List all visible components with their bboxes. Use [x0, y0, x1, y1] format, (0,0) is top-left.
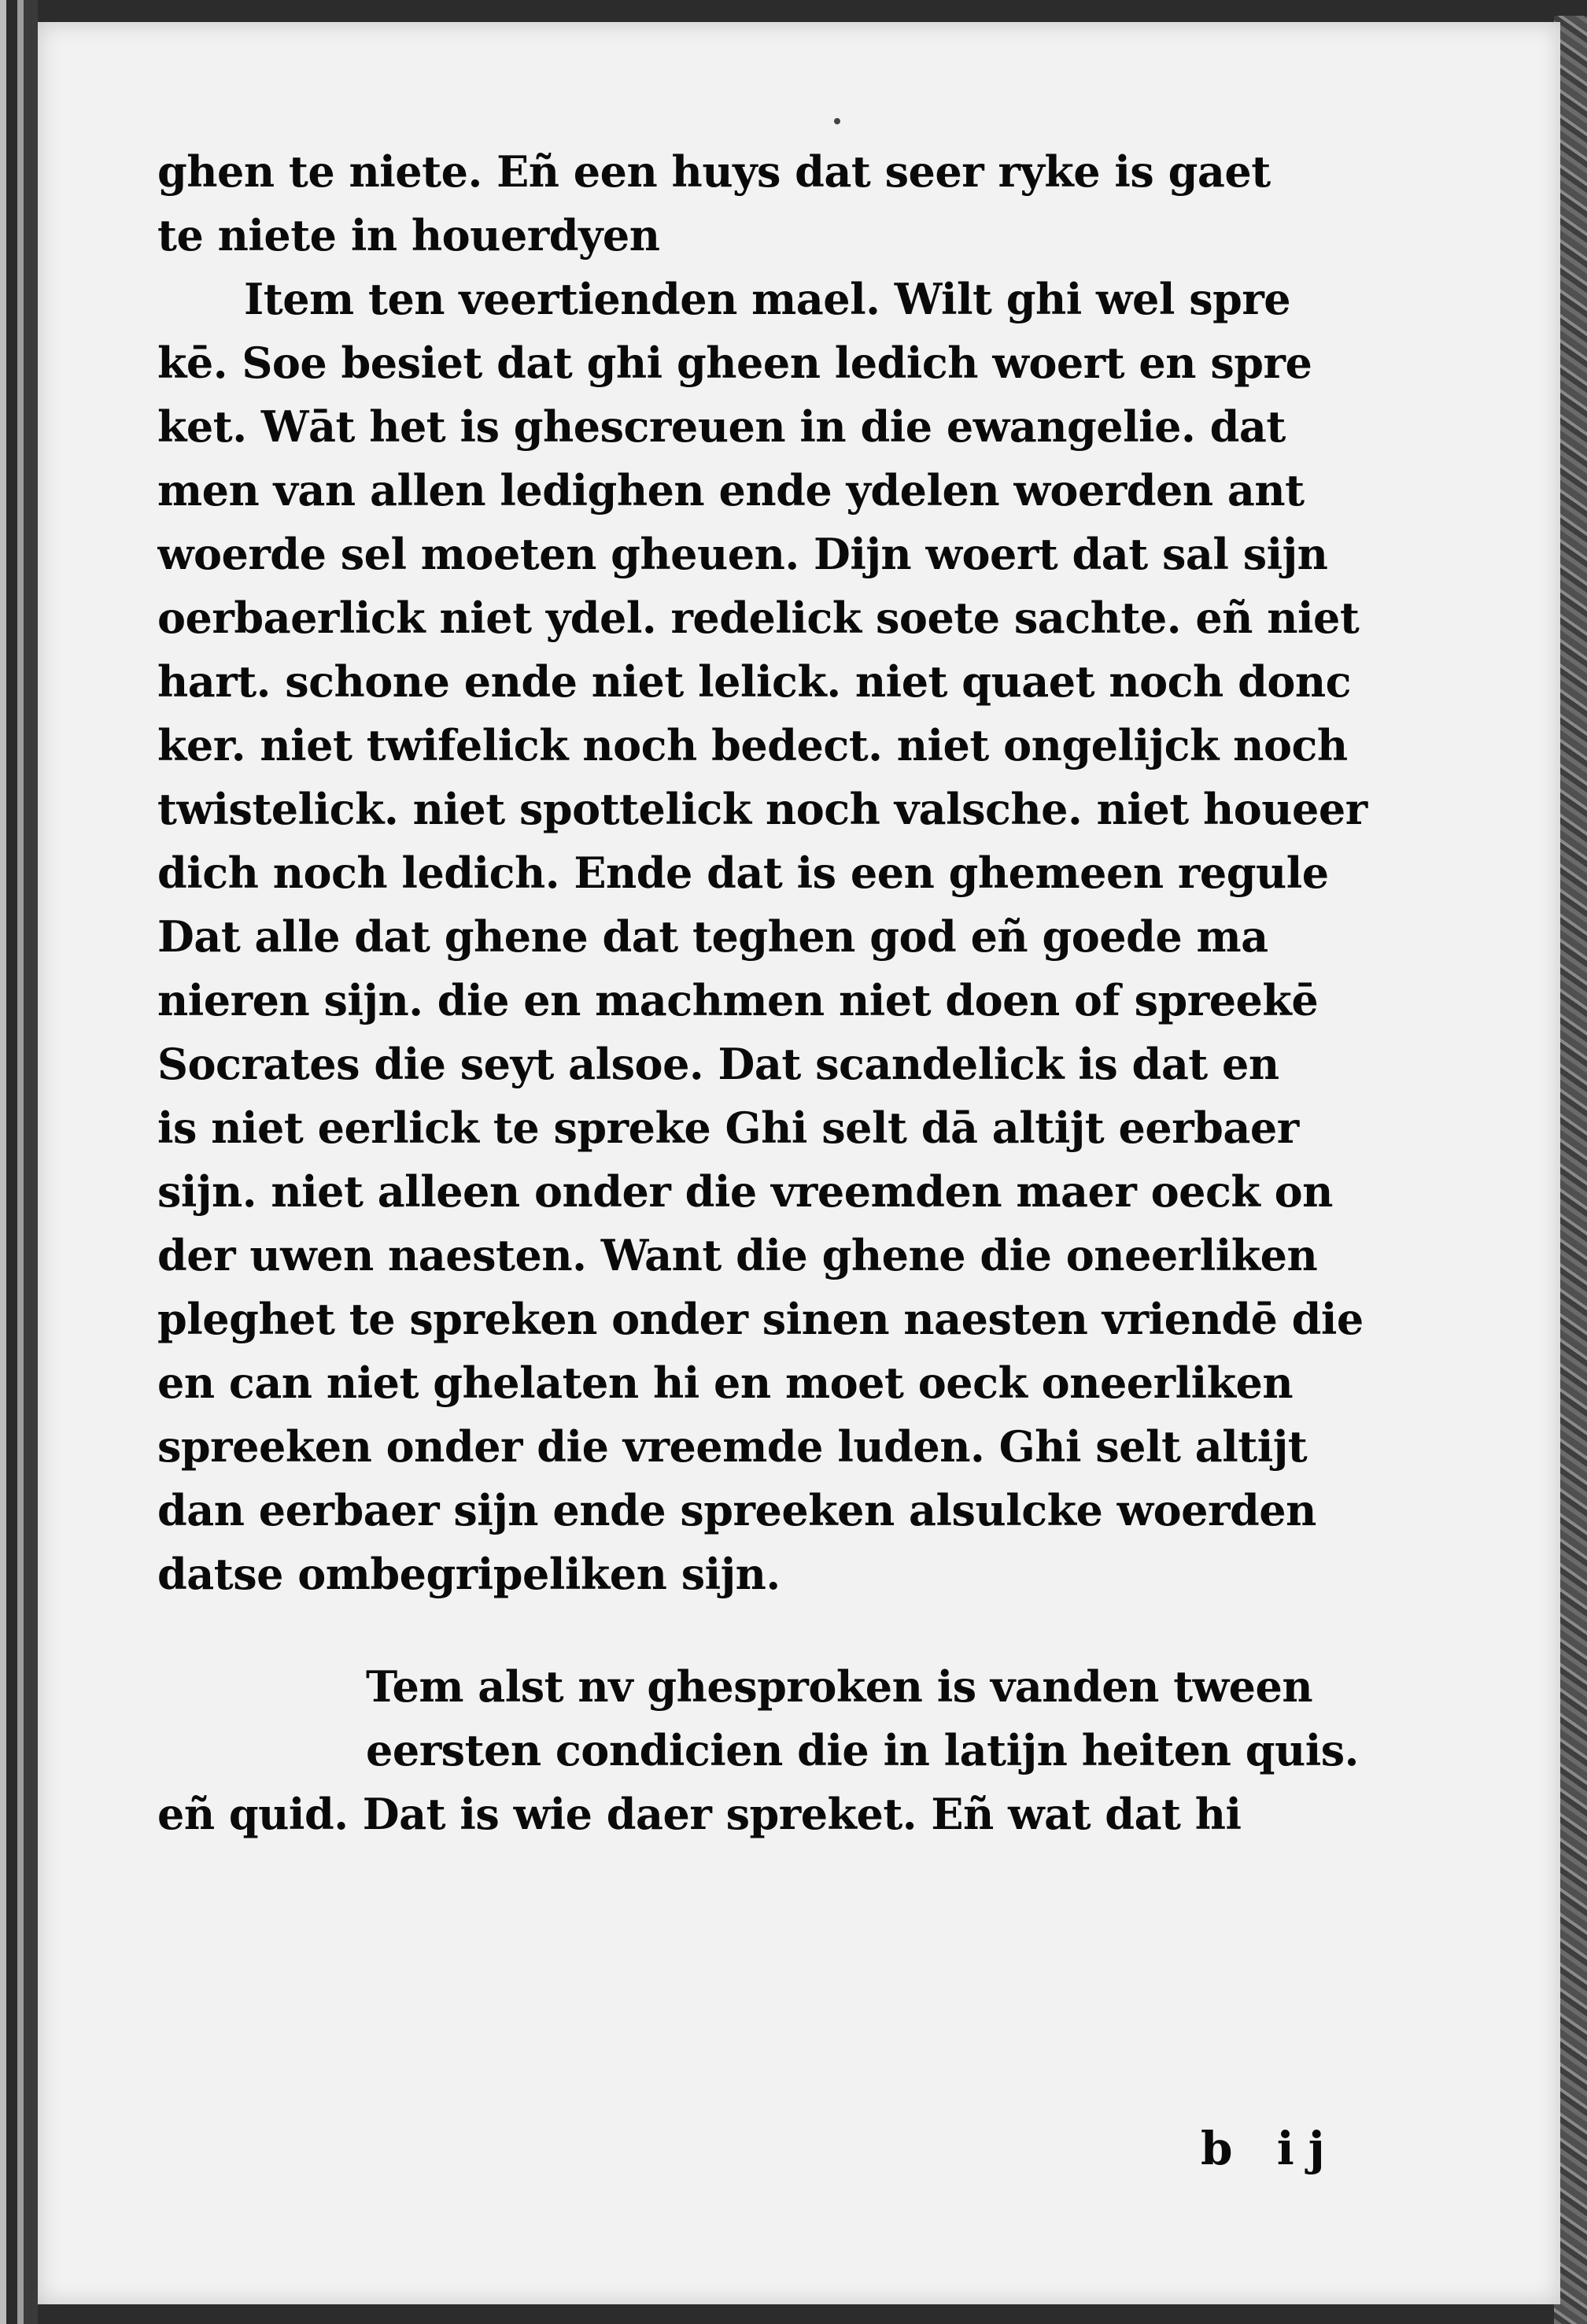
text-line: ghen te niete. Eñ een huys dat seer ryke is gaet: [157, 146, 1271, 197]
text-line: datse ombegripeliken sijn.: [157, 1549, 781, 1599]
text-line: en can niet ghelaten hi en moet oeck oneerliken: [157, 1358, 1294, 1408]
text-line: ker. niet twifelick noch bedect. niet ongelijck noch: [157, 720, 1348, 770]
section-line: eñ quid. Dat is wie daer spreket. Eñ wat dat hi: [157, 1789, 1242, 1839]
text-line: kē. Soe besiet dat ghi gheen ledich woert en spre: [157, 338, 1312, 388]
text-line: te niete in houerdyen: [157, 210, 660, 260]
text-line: Item ten veertienden mael. Wilt ghi wel spre: [244, 274, 1291, 324]
ink-speck: [834, 118, 840, 124]
section-line: eersten condicien die in latijn heiten quis.: [366, 1725, 1359, 1775]
text-line: spreeken onder die vreemde luden. Ghi selt altijt: [157, 1421, 1308, 1472]
text-line: ket. Wāt het is ghescreuen in die ewangelie. dat: [157, 401, 1286, 452]
book-page: [38, 22, 1560, 2304]
text-line: der uwen naesten. Want die ghene die oneerliken: [157, 1230, 1318, 1280]
section-gap: [157, 1606, 1416, 1655]
signature-mark: b ij: [1201, 2122, 1339, 2175]
text-line: is niet eerlick te spreke Ghi selt dā altijt eerbaer: [157, 1103, 1299, 1153]
text-line: dich noch ledich. Ende dat is een ghemeen regule: [157, 848, 1329, 898]
text-line: Socrates die seyt alsoe. Dat scandelick is dat en: [157, 1039, 1279, 1089]
text-line: men van allen ledighen ende ydelen woerden ant: [157, 465, 1305, 515]
text-line: woerde sel moeten gheuen. Dijn woert dat sal sijn: [157, 529, 1328, 579]
text-line: oerbaerlick niet ydel. redelick soete sachte. eñ niet: [157, 593, 1360, 643]
text-line: nieren sijn. die en machmen niet doen of spreekē: [157, 975, 1319, 1025]
page-text: [157, 140, 1416, 1846]
section-line: Tem alst nv ghesproken is vanden tween: [366, 1661, 1313, 1712]
text-line: sijn. niet alleen onder die vreemden maer oeck on: [157, 1166, 1333, 1217]
text-line: hart. schone ende niet lelick. niet quaet noch donc: [157, 656, 1352, 707]
text-line: Dat alle dat ghene dat teghen god eñ goede ma: [157, 911, 1268, 962]
text-line: pleghet te spreken onder sinen naesten vriendē die: [157, 1294, 1364, 1344]
text-line: twistelick. niet spottelick noch valsche. niet houeer: [157, 784, 1367, 834]
text-line: dan eerbaer sijn ende spreeken alsulcke woerden: [157, 1485, 1316, 1535]
binding-edge: [0, 0, 38, 2324]
